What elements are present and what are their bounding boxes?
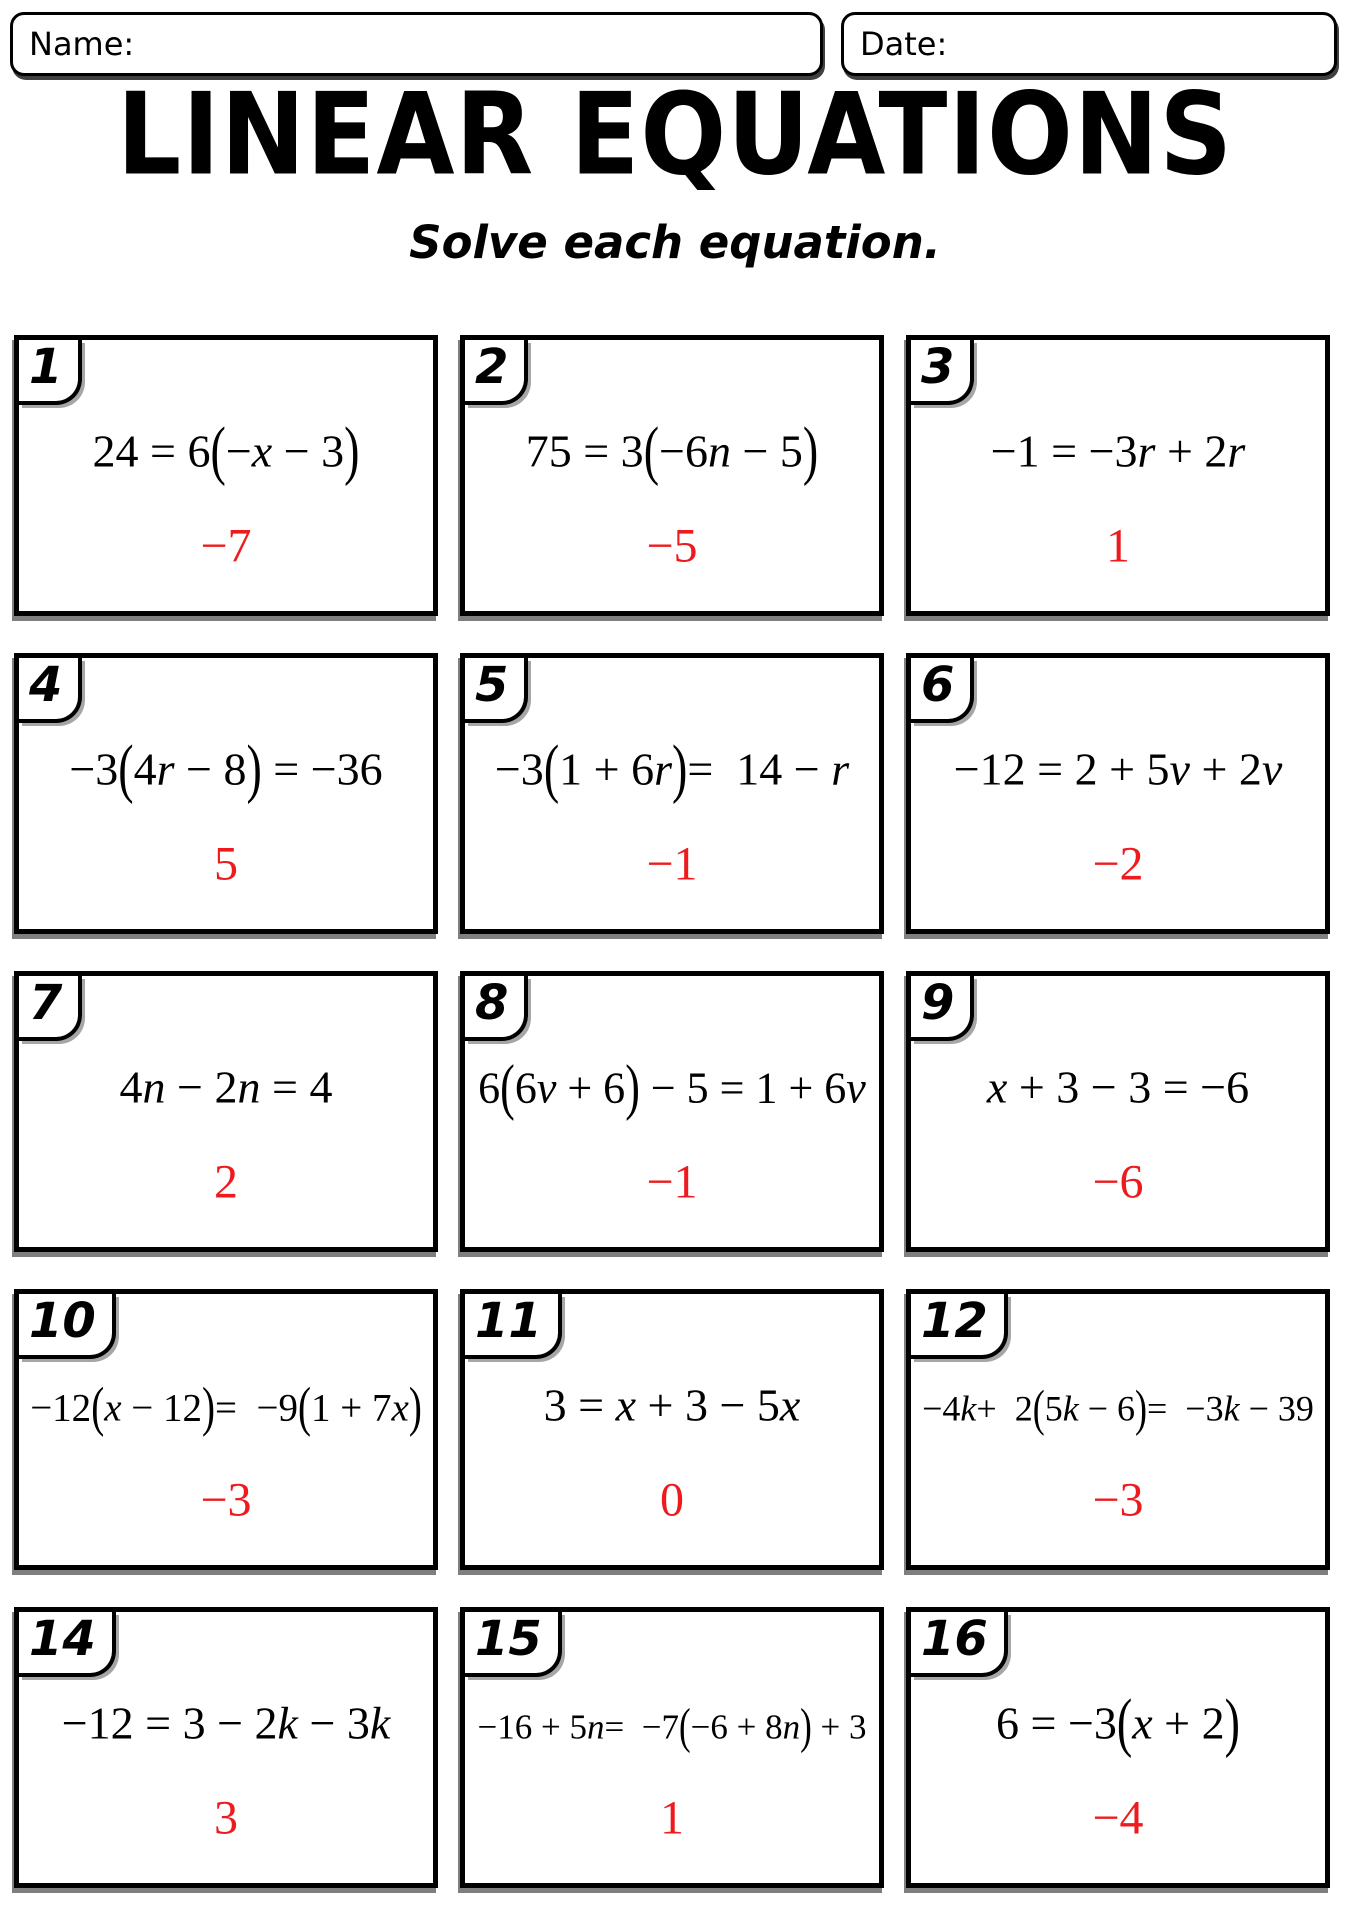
problem-box-10: [14, 1289, 438, 1570]
problem-answer: −2: [1092, 837, 1144, 891]
problem-equation: [25, 1061, 427, 1114]
problem-number: 16: [911, 1612, 1008, 1677]
problem-box-14: [14, 1607, 438, 1888]
equation-text: x + 3 − 3 = −6: [986, 1061, 1250, 1113]
problem-equation: [25, 1376, 427, 1438]
problem-number: 3: [911, 340, 974, 405]
name-label: Name:: [29, 25, 135, 63]
problem-number: 9: [911, 976, 974, 1041]
equation-text: −3(1 + 6r)= 14 − r: [494, 732, 850, 805]
problem-number: 11: [465, 1294, 562, 1359]
equation-text: 3 = x + 3 − 5x: [543, 1379, 801, 1431]
problem-answer: −5: [646, 519, 698, 573]
problem-box-1: [14, 335, 438, 616]
problem-equation: [25, 414, 427, 487]
problem-answer: 3: [214, 1791, 238, 1845]
problem-equation: [25, 1697, 427, 1750]
problem-box-12: [906, 1289, 1330, 1570]
equation-text: 6(6v + 6) − 5 = 1 + 6v: [478, 1052, 866, 1123]
problem-answer: −7: [200, 519, 252, 573]
equation-text: −1 = −3r + 2r: [990, 425, 1246, 477]
problem-equation: [471, 414, 873, 487]
worksheet-title: LINEAR EQUATIONS: [116, 68, 1234, 201]
equation-text: 6 = −3(x + 2): [996, 1686, 1240, 1759]
problem-number: 7: [19, 976, 82, 1041]
problem-answer: −1: [646, 837, 698, 891]
problem-equation: [917, 1379, 1319, 1437]
name-field[interactable]: [10, 12, 823, 76]
problem-equation: [471, 732, 873, 805]
problem-box-16: [906, 1607, 1330, 1888]
equation-text: −16 + 5n= −7(−6 + 8n) + 3: [477, 1698, 867, 1754]
problem-box-3: [906, 335, 1330, 616]
equation-text: −12 = 2 + 5v + 2v: [953, 743, 1283, 795]
problem-equation: [471, 1052, 873, 1123]
problem-equation: [471, 1379, 873, 1432]
problem-answer: 0: [660, 1473, 684, 1527]
equation-text: 4n − 2n = 4: [119, 1061, 333, 1113]
problem-box-6: [906, 653, 1330, 934]
problem-box-7: [14, 971, 438, 1252]
equation-text: −12(x − 12)= −9(1 + 7x): [30, 1376, 422, 1438]
problem-box-15: [460, 1607, 884, 1888]
problem-equation: [917, 1061, 1319, 1114]
problem-number: 4: [19, 658, 82, 723]
problem-box-11: [460, 1289, 884, 1570]
date-label: Date:: [860, 25, 948, 63]
problem-equation: [917, 743, 1319, 796]
worksheet-subtitle: Solve each equation.: [409, 216, 941, 269]
problem-box-8: [460, 971, 884, 1252]
problem-number: 6: [911, 658, 974, 723]
equation-text: −12 = 3 − 2k − 3k: [61, 1697, 391, 1749]
problem-equation: [917, 425, 1319, 478]
problem-answer: 1: [660, 1791, 684, 1845]
problem-box-2: [460, 335, 884, 616]
problem-equation: [917, 1686, 1319, 1759]
date-field[interactable]: [841, 12, 1337, 76]
problem-number: 10: [19, 1294, 116, 1359]
problem-number: 12: [911, 1294, 1008, 1359]
problem-answer: −3: [200, 1473, 252, 1527]
equation-text: 75 = 3(−6n − 5): [525, 414, 819, 487]
problem-number: 15: [465, 1612, 562, 1677]
problem-answer: −6: [1092, 1155, 1144, 1209]
problem-number: 14: [19, 1612, 116, 1677]
problem-number: 5: [465, 658, 528, 723]
problem-answer: −4: [1092, 1791, 1144, 1845]
problems-grid: [14, 335, 1330, 1888]
problem-box-5: [460, 653, 884, 934]
problem-box-4: [14, 653, 438, 934]
problem-number: 8: [465, 976, 528, 1041]
equation-text: 24 = 6(−x − 3): [92, 414, 360, 487]
problem-number: 1: [19, 340, 82, 405]
problem-equation: [25, 732, 427, 805]
problem-answer: −3: [1092, 1473, 1144, 1527]
equation-text: −4k+ 2(5k − 6)= −3k − 39: [922, 1379, 1314, 1437]
problem-equation: [471, 1697, 873, 1754]
problem-box-9: [906, 971, 1330, 1252]
problem-answer: 1: [1106, 519, 1130, 573]
equation-text: −3(4r − 8) = −36: [69, 732, 383, 805]
problem-answer: −1: [646, 1155, 698, 1209]
problem-number: 2: [465, 340, 528, 405]
problem-answer: 2: [214, 1155, 238, 1209]
problem-answer: 5: [214, 837, 238, 891]
